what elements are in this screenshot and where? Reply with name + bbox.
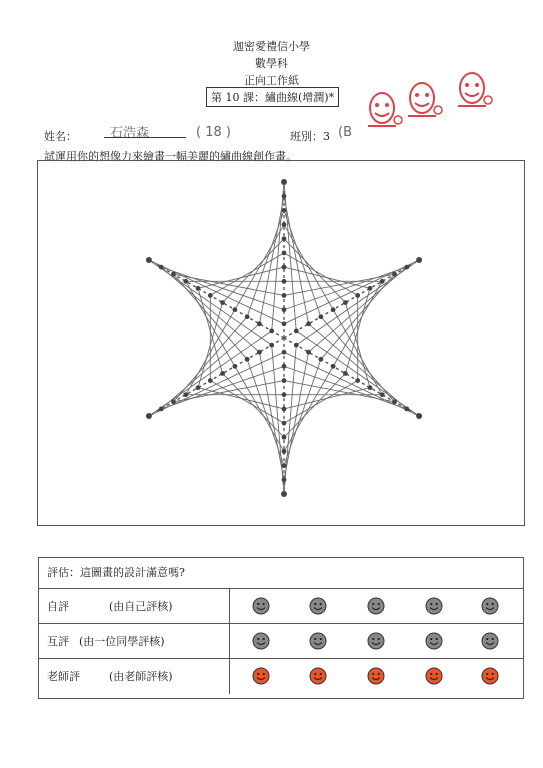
stitch-dot xyxy=(183,392,188,397)
stitch-dot xyxy=(355,293,360,298)
smiley-face-icon[interactable] xyxy=(425,632,443,650)
smiley-face-icon[interactable] xyxy=(309,597,327,615)
stitch-dot xyxy=(282,350,287,355)
stitch-dot xyxy=(392,272,397,277)
stitch-dot xyxy=(208,378,213,383)
stitch-dot xyxy=(282,194,287,199)
smiley-face-icon[interactable] xyxy=(481,667,499,685)
row-label: 老師評 xyxy=(47,670,80,683)
stitch-dot xyxy=(232,364,237,369)
stitch-dot xyxy=(282,307,287,312)
stitch-dot xyxy=(281,491,287,497)
evaluation-question: 評估：這圖畫的設計滿意嗎? xyxy=(47,566,185,579)
stitch-dot xyxy=(404,265,409,270)
stitch-dot xyxy=(171,399,176,404)
stitch-dot xyxy=(281,179,287,185)
class-number-value: ( 18 ) xyxy=(196,125,231,140)
stitch-dot xyxy=(282,293,287,298)
stitch-dot xyxy=(269,329,274,334)
rating-faces xyxy=(230,589,523,624)
stitch-dot xyxy=(220,371,225,376)
stitch-dot xyxy=(318,314,323,319)
self-evaluation-row xyxy=(39,588,523,624)
stitch-dot xyxy=(282,279,287,284)
stitch-dot xyxy=(343,371,348,376)
stitch-dot xyxy=(196,385,201,390)
stitch-dot xyxy=(282,392,287,397)
row-sublabel: (由自己評核) xyxy=(109,600,173,613)
stitch-dot xyxy=(282,449,287,454)
stitch-dot xyxy=(282,421,287,426)
stitch-dot xyxy=(282,477,287,482)
stitch-dot xyxy=(146,257,152,263)
stitch-dot xyxy=(306,350,311,355)
row-sublabel: (由老師評核) xyxy=(109,670,173,683)
row-sublabel: (由一位同學評核) xyxy=(79,635,165,648)
rating-faces xyxy=(230,624,523,659)
stitch-dot xyxy=(257,321,262,326)
class-value: (B xyxy=(338,125,352,140)
stitch-dot xyxy=(171,272,176,277)
stitch-line xyxy=(198,267,284,288)
worksheet-title: 正向工作紙 xyxy=(244,74,299,87)
smiley-face-icon[interactable] xyxy=(309,632,327,650)
name-value: 石浩森 xyxy=(110,126,150,141)
smiley-face-icon[interactable] xyxy=(367,632,385,650)
stitch-dot xyxy=(380,279,385,284)
evaluation-table xyxy=(38,557,524,699)
peer-evaluation-row xyxy=(39,623,523,659)
stitch-dot xyxy=(282,251,287,256)
drawing-area xyxy=(37,160,525,526)
smiley-stamp-3 xyxy=(450,68,496,114)
smiley-face-icon[interactable] xyxy=(367,667,385,685)
stitch-dot xyxy=(159,265,164,270)
stitch-dot xyxy=(404,407,409,412)
stitch-dot xyxy=(416,413,422,419)
stitch-dot xyxy=(282,321,287,326)
row-label: 互評 xyxy=(47,635,69,648)
smiley-face-icon[interactable] xyxy=(481,597,499,615)
smiley-face-icon[interactable] xyxy=(481,632,499,650)
smiley-face-icon[interactable] xyxy=(252,632,270,650)
rating-faces xyxy=(230,659,523,694)
stitch-dot xyxy=(159,407,164,412)
stitch-dot xyxy=(318,357,323,362)
stitch-dot xyxy=(183,279,188,284)
name-underline xyxy=(104,137,186,138)
stitch-dot xyxy=(282,265,287,270)
stitch-dot xyxy=(416,257,422,263)
stitch-dot xyxy=(282,378,287,383)
stitch-dot xyxy=(282,435,287,440)
smiley-face-icon[interactable] xyxy=(367,597,385,615)
stitch-dot xyxy=(232,307,237,312)
stitch-dot xyxy=(282,208,287,213)
class-label: 班別：3 xyxy=(290,130,330,143)
stitch-dot xyxy=(294,329,299,334)
stitch-dot xyxy=(294,343,299,348)
stitch-dot xyxy=(368,385,373,390)
stitch-dot xyxy=(282,236,287,241)
stitch-dot xyxy=(282,222,287,227)
stitch-dot xyxy=(282,364,287,369)
subject-title: 數學科 xyxy=(255,57,288,70)
stitch-dot xyxy=(220,300,225,305)
stitch-dot xyxy=(282,407,287,412)
curve-stitch-star xyxy=(38,161,524,525)
smiley-face-icon[interactable] xyxy=(309,667,327,685)
stitch-dot xyxy=(343,300,348,305)
smiley-stamp-2 xyxy=(400,78,446,124)
stitch-dot xyxy=(245,314,250,319)
stitch-dot xyxy=(331,307,336,312)
stitch-dot xyxy=(208,293,213,298)
smiley-face-icon[interactable] xyxy=(252,597,270,615)
stitch-dot xyxy=(368,286,373,291)
stitch-dot xyxy=(196,286,201,291)
smiley-face-icon[interactable] xyxy=(425,667,443,685)
stitch-dot xyxy=(331,364,336,369)
stitch-dot xyxy=(282,463,287,468)
instruction-text: 試運用你的想像力來繪畫一幅美麗的繡曲線創作畫。 xyxy=(44,150,297,163)
lesson-title: 第 10 課：繡曲線(增潤)* xyxy=(206,87,339,107)
stitch-dot xyxy=(392,399,397,404)
smiley-face-icon[interactable] xyxy=(425,597,443,615)
stitch-dot xyxy=(355,378,360,383)
stitch-dot xyxy=(245,357,250,362)
stitch-dot xyxy=(146,413,152,419)
teacher-evaluation-row xyxy=(39,658,523,694)
stitch-dot xyxy=(257,350,262,355)
school-name: 迦密愛禮信小學 xyxy=(233,40,310,53)
name-label: 姓名： xyxy=(44,130,77,143)
smiley-face-icon[interactable] xyxy=(252,667,270,685)
stitch-dot xyxy=(306,321,311,326)
stitch-dot xyxy=(269,343,274,348)
stitch-line xyxy=(284,388,370,409)
stitch-dot xyxy=(380,392,385,397)
row-label: 自評 xyxy=(47,600,69,613)
